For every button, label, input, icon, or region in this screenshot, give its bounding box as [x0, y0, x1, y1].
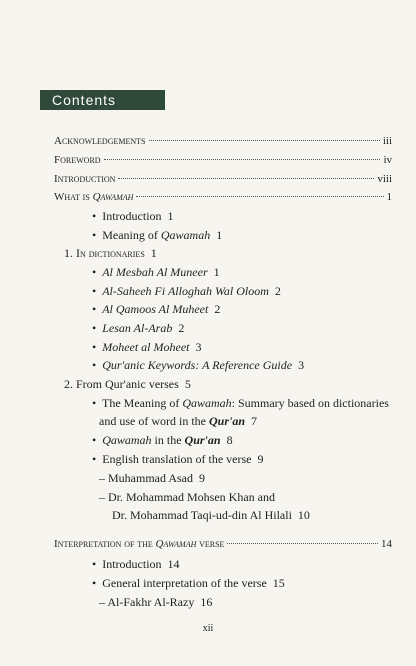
toc-entry-meaning-of-qawamah[interactable]: • Meaning of Qawamah 1 [92, 228, 222, 243]
toc-entry-in-dictionaries[interactable]: 1. In dictionaries 1 [64, 246, 157, 260]
toc-entry-english-translation[interactable]: • English translation of the verse 9 [92, 452, 264, 467]
toc-entry-quranic-keywords[interactable]: • Qur'anic Keywords: A Reference Guide 3 [92, 358, 304, 373]
dot-leader [136, 196, 383, 197]
toc-entry-title: Introduction [54, 173, 116, 185]
toc-entry-page: 14 [381, 538, 392, 550]
toc-entry-what-is-qawamah[interactable] [54, 191, 392, 203]
toc-entry-al-saheeh[interactable]: • Al-Saheeh Fi Alloghah Wal Oloom 2 [92, 284, 281, 299]
toc-entry-sub-introduction[interactable]: • Introduction 1 [92, 209, 174, 224]
toc-entry-muhammad-asad[interactable]: – Muhammad Asad 9 [99, 471, 205, 485]
dot-leader [118, 178, 374, 179]
toc-entry-al-mesbah[interactable]: • Al Mesbah Al Muneer 1 [92, 265, 220, 280]
page-number: xii [202, 623, 214, 634]
toc-entry-foreword[interactable] [54, 154, 392, 166]
toc-entry-page: 1 [386, 191, 392, 203]
toc-entry-khan-hilali-cont: Dr. Mohammad Taqi-ud-din Al Hilali 10 [112, 508, 310, 522]
dot-leader [227, 543, 378, 544]
toc-entry-qawamah-in-quran[interactable]: • Qawamah in the Qur'an 8 [92, 433, 233, 448]
toc-entry-interp-introduction[interactable]: • Introduction 14 [92, 557, 180, 572]
toc-entry-introduction[interactable] [54, 173, 392, 185]
toc-entry-title: What is Qawamah [54, 191, 134, 203]
toc-entry-page: iii [382, 135, 392, 147]
toc-entry-title: Foreword [54, 154, 101, 166]
toc-entry-meaning-summary[interactable]: • The Meaning of Qawamah: Summary based on dictionaries [92, 396, 389, 411]
toc-entry-lesan-al-arab[interactable]: • Lesan Al-Arab 2 [92, 321, 184, 336]
toc-entry-title: Interpretation of the Qawamah verse [54, 538, 225, 550]
toc-entry-al-fakhr[interactable]: – Al-Fakhr Al-Razy 16 [99, 595, 213, 609]
toc-entry-acknowledgements[interactable] [54, 135, 392, 147]
contents-heading: Contents [40, 90, 165, 110]
toc-entry-meaning-summary-cont: and use of word in the Qur'an 7 [99, 414, 258, 428]
toc-entry-interpretation[interactable] [54, 538, 392, 550]
toc-entry-general-interpretation[interactable]: • General interpretation of the verse 15 [92, 576, 285, 591]
toc-entry-page: viii [377, 173, 392, 185]
toc-entry-al-qamoos[interactable]: • Al Qamoos Al Muheet 2 [92, 302, 220, 317]
toc-entry-khan-hilali[interactable]: – Dr. Mohammad Mohsen Khan and [99, 490, 275, 504]
toc-entry-title: Acknowledgements [54, 135, 146, 147]
toc-entry-page: iv [383, 154, 392, 166]
dot-leader [149, 140, 380, 141]
dot-leader [104, 159, 381, 160]
toc-entry-from-quranic-verses[interactable]: 2. From Qur'anic verses 5 [64, 377, 191, 391]
toc-entry-moheet[interactable]: • Moheet al Moheet 3 [92, 340, 202, 355]
